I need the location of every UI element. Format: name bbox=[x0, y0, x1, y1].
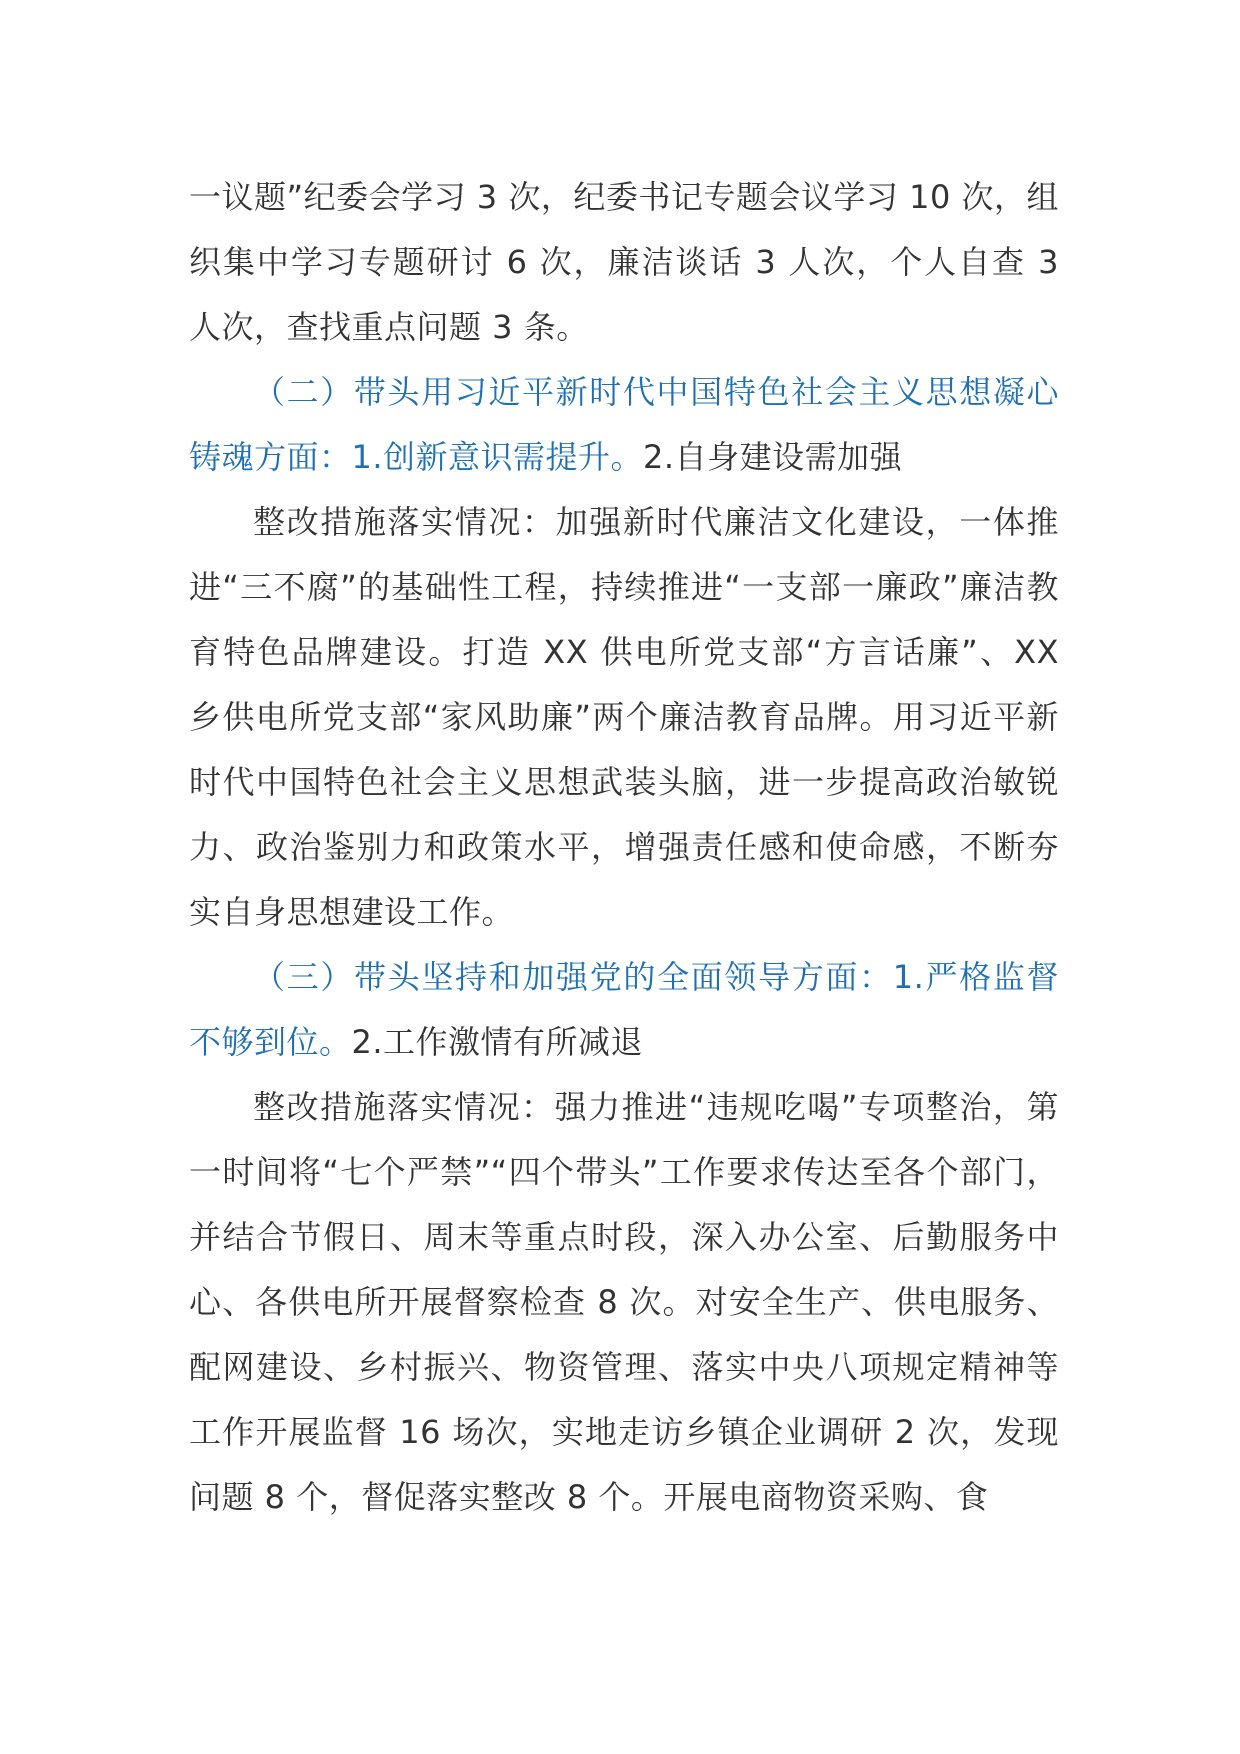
section-heading-3-rest: 2.工作激情有所减退 bbox=[351, 1023, 644, 1061]
section-heading-2 bbox=[189, 360, 1059, 490]
section-heading-2-rest: 2.自身建设需加强 bbox=[643, 438, 903, 476]
section-heading-2-accent: （二）带头用习近平新时代中国特色社会主义思想凝心铸魂方面：1.创新意识需提升。 bbox=[189, 373, 1059, 476]
section-heading-3-accent: （三）带头坚持和加强党的全面领导方面：1.严格监督不够到位。 bbox=[189, 958, 1059, 1061]
section-heading-3 bbox=[189, 945, 1059, 1075]
document-body bbox=[189, 165, 1059, 1530]
rectification-paragraph-3: 整改措施落实情况：强力推进“违规吃喝”专项整治，第一时间将“七个严禁”“四个带头”工作要求传达至各个部门，并结合节假日、周末等重点时段，深入办公室、后勤服务中心、各供电所开展督察检查 8 次。对安全生产、供电服务、配网建设、乡村振兴、物资管理、落实中央八项规定精神等工作开展监督 16 场次，实地走访乡镇企业调研 2 次，发现问题 8 个，督促落实整改 8 个。开展电商物资采购、食 bbox=[189, 1088, 1059, 1516]
rectification-paragraph-2: 整改措施落实情况：加强新时代廉洁文化建设，一体推进“三不腐”的基础性工程，持续推进“一支部一廉政”廉洁教育特色品牌建设。打造 XX 供电所党支部“方言话廉”、XX 乡供电所党支部“家风助廉”两个廉洁教育品牌。用习近平新时代中国特色社会主义思想武装头脑，进一步提高政治敏锐力、政治鉴别力和政策水平，增强责任感和使命感，不断夯实自身思想建设工作。 bbox=[189, 503, 1059, 931]
paragraph-continued: 一议题”纪委会学习 3 次，纪委书记专题会议学习 10 次，组织集中学习专题研讨 6 次，廉洁谈话 3 人次，个人自查 3 人次，查找重点问题 3 条。 bbox=[189, 178, 1059, 346]
